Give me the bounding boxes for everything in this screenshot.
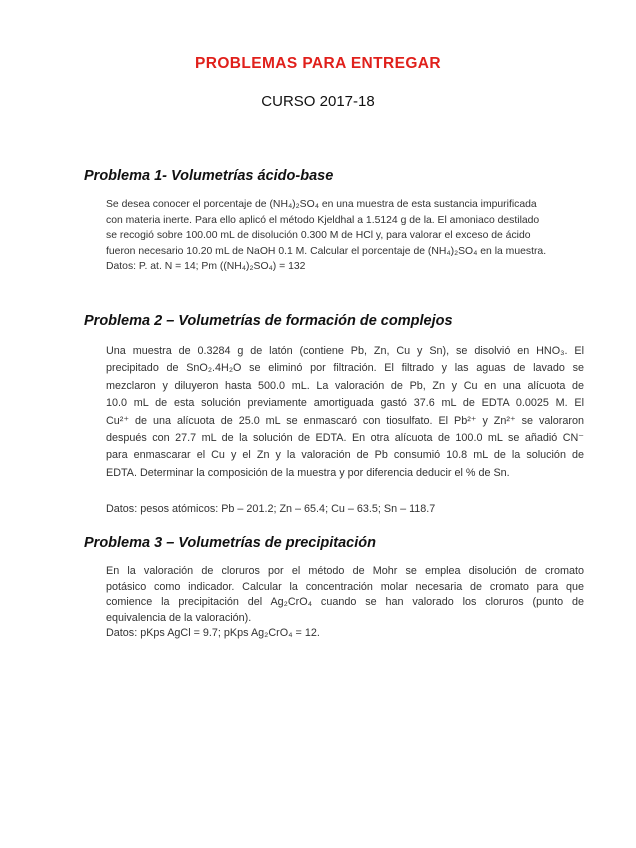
problem-1-heading: Problema 1- Volumetrías ácido-base: [84, 168, 334, 184]
data-line: Datos: P. at. N = 14; Pm ((NH₄)₂SO₄) = 132: [106, 261, 306, 273]
statement-line: equivalencia de la valoración).: [106, 611, 252, 624]
statement-line: Se desea conocer el porcentaje de (NH₄)₂SO₄ en una muestra de esta sustancia impurificada: [106, 199, 537, 210]
statement-line: comience la precipitación del Ag₂CrO₄ cuando se han valorado los cloruros (punto de: [106, 596, 584, 609]
document-title: PROBLEMAS PARA ENTREGAR: [194, 55, 441, 72]
statement-line: Cu²⁺ de una alícuota de 25.0 mL se enmascaró con tiosulfato. El Pb²⁺ y Zn²⁺ se valoraron: [106, 414, 584, 427]
statement-line: mezclaron y diluyeron hasta 500.0 mL. La valoración de Pb, Zn y Cu en una alícuota de: [106, 379, 584, 392]
problem-3-heading: Problema 3 – Volumetrías de precipitación: [84, 535, 376, 551]
problem-3-statement: [106, 564, 584, 642]
statement-line: después con 27.7 mL de la solución de EDTA. En otra alícuota de 100.0 mL se añadió CN⁻: [106, 432, 584, 445]
statement-line: con materia inerte. Para ello aplicó el método Kjeldhal a 1.5124 g de la. El amoniaco destilado: [106, 214, 540, 226]
statement-line: se recogió sobre 100.00 mL de disolución 0.300 M de HCl y, para valorar el exceso de ácido: [106, 230, 531, 242]
data-line: Datos: pKps AgCl = 9.7; pKps Ag₂CrO₄ = 12.: [106, 627, 320, 640]
statement-line: En la valoración de cloruros por el método de Mohr se emplea disolución de cromato: [106, 565, 584, 577]
data-line: Datos: pesos atómicos: Pb – 201.2; Zn – 65.4; Cu – 63.5; Sn – 118.7: [106, 503, 436, 515]
statement-line: Una muestra de 0.3284 g de latón (contiene Pb, Zn, Cu y Sn), se disolvió en HNO₃. El: [106, 345, 584, 357]
statement-line: potásico como indicador. Calcular la concentración molar necesaria de cromato para que: [106, 580, 584, 593]
problem-2-heading: Problema 2 – Volumetrías de formación de complejos: [84, 313, 453, 329]
course-label: CURSO 2017-18: [261, 93, 375, 110]
statement-line: precipitado de SnO₂.4H₂O se eliminó por filtración. El filtrado y las aguas de lavado se: [106, 362, 584, 375]
problem-1-statement: [106, 197, 547, 275]
problem-2-data: [106, 502, 584, 518]
statement-line: fueron necesario 10.20 mL de NaOH 0.1 M. Calcular el porcentaje de (NH₄)₂SO₄ en la muestra.: [106, 245, 547, 257]
problem-2-statement: [106, 343, 584, 482]
statement-line: para enmascarar el Cu y el Zn y la valoración de Pb consumió 10.8 mL de la solución de: [106, 449, 584, 462]
statement-line: EDTA. Determinar la composición de la muestra y por diferencia deducir el % de Sn.: [106, 466, 510, 479]
statement-line: 10.0 mL de esta solución previamente amortiguada gastó 37.6 mL de EDTA 0.0025 M. El: [106, 397, 584, 410]
